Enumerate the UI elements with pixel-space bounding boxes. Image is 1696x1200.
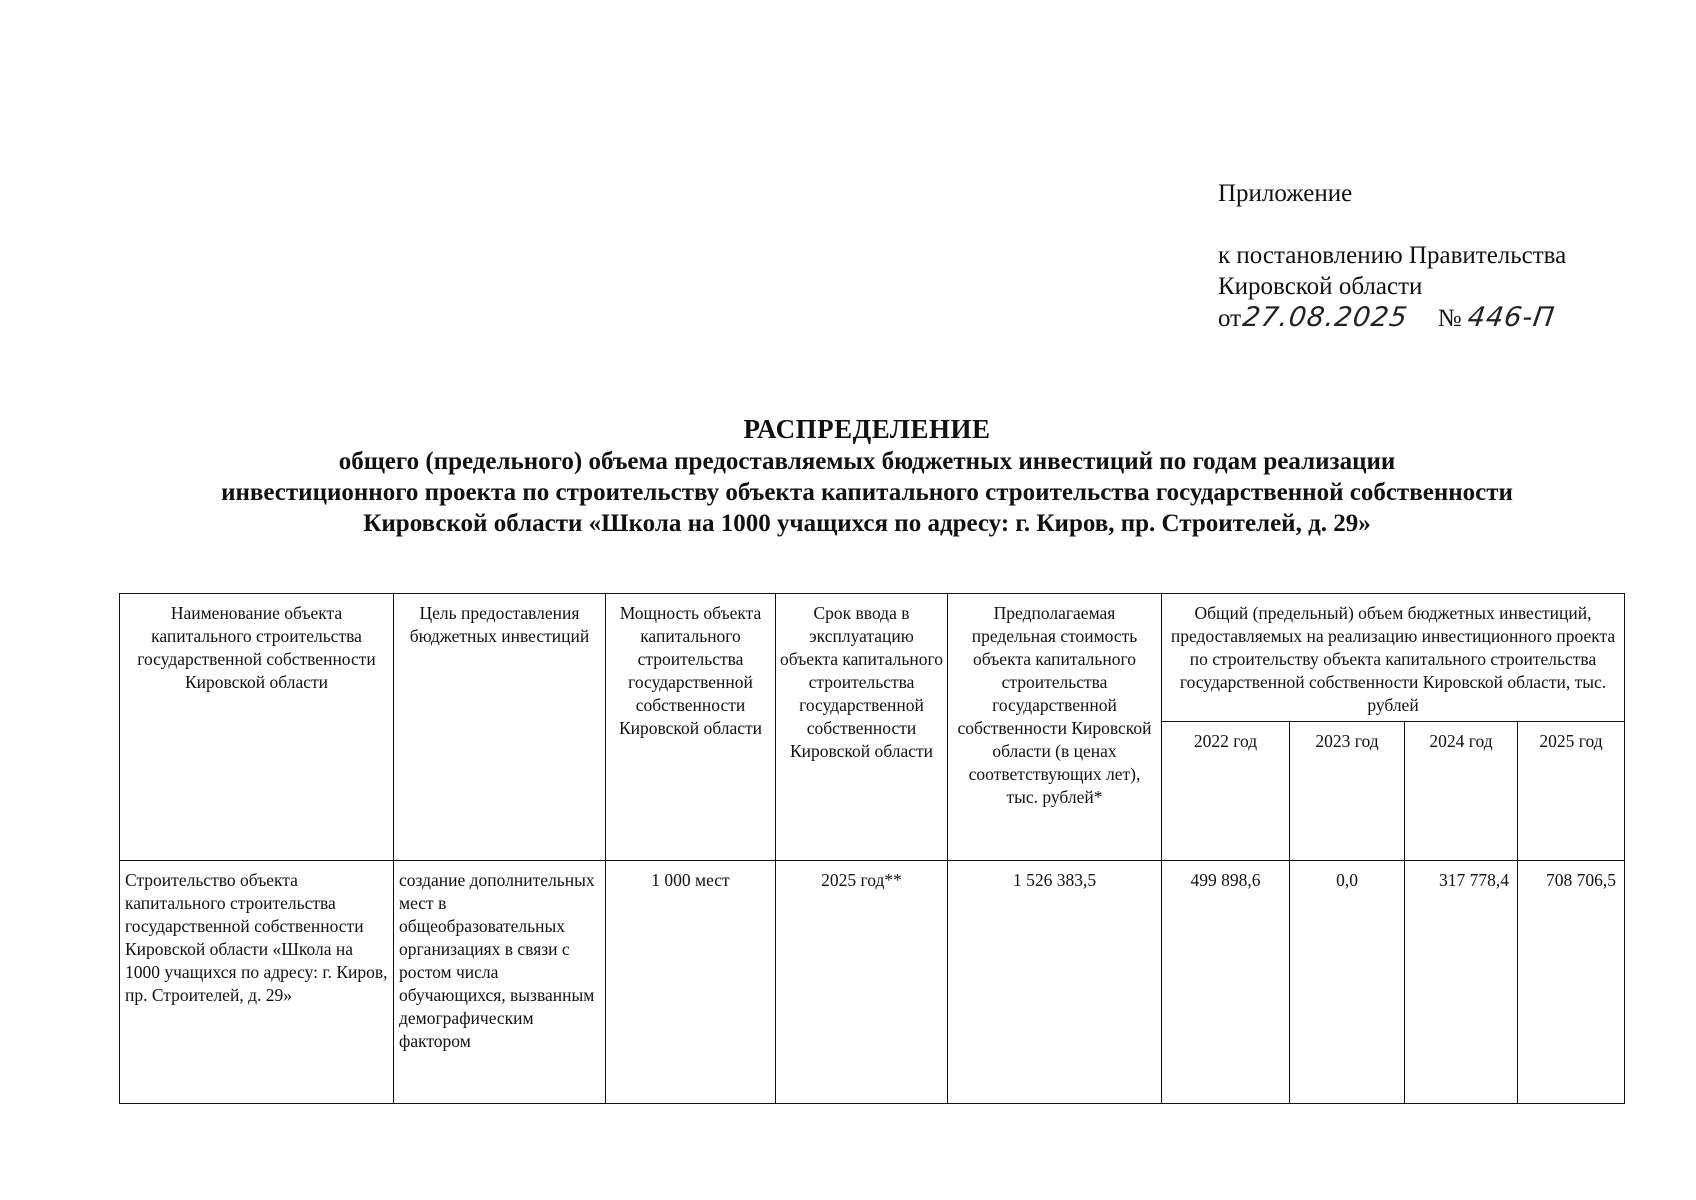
date-prefix: от	[1218, 305, 1242, 332]
header-year-2025: 2025 год	[1518, 722, 1625, 861]
cell-2023: 0,0	[1290, 861, 1405, 1104]
appendix-line-2: Кировской области	[1218, 273, 1423, 300]
document-subtitle-line-2: инвестиционного проекта по строительству объекта капитального строительства государственной собственности	[221, 479, 1513, 506]
cell-goal: создание дополнительных мест в общеобразовательных организациях в связи с ростом числа обучающихся, вызванным демографическим фактором	[394, 861, 606, 1104]
cell-commissioning: 2025 год**	[776, 861, 948, 1104]
header-total-volume: Общий (предельный) объем бюджетных инвестиций, предоставляемых на реализацию инвестиционного проекта по строительству объекта капитального строительства государственной собственности Кировской области, тыс. рублей	[1162, 594, 1625, 722]
cell-2025: 708 706,5	[1518, 861, 1625, 1104]
header-year-2024: 2024 год	[1405, 722, 1518, 861]
appendix-header	[1218, 178, 1566, 334]
document-subtitle-line-1: общего (предельного) объема предоставляемых бюджетных инвестиций по годам реализации	[338, 448, 1396, 475]
header-year-2023: 2023 год	[1290, 722, 1405, 861]
investment-table	[119, 593, 1625, 1104]
cell-2024: 317 778,4	[1405, 861, 1518, 1104]
header-commissioning: Срок ввода в эксплуатацию объекта капитального строительства государственной собственности Кировской области	[776, 594, 948, 861]
header-capacity: Мощность объекта капитального строительства государственной собственности Кировской области	[606, 594, 776, 861]
table-row	[120, 861, 1625, 1104]
number-prefix: №	[1437, 305, 1462, 332]
handwritten-number: 446-П	[1465, 302, 1557, 333]
cell-capacity: 1 000 мест	[606, 861, 776, 1104]
document-subtitle-line-3: Кировской области «Школа на 1000 учащихся по адресу: г. Киров, пр. Строителей, д. 29»	[363, 510, 1371, 537]
cell-estimated-cost: 1 526 383,5	[948, 861, 1162, 1104]
cell-object-name: Строительство объекта капитального строительства государственной собственности Кировской области «Школа на 1000 учащихся по адресу: г. Киров, пр. Строителей, д. 29»	[120, 861, 394, 1104]
appendix-date-row	[1218, 302, 1566, 334]
header-estimated-cost: Предполагаемая предельная стоимость объекта капитального строительства государственной собственности Кировской области (в ценах соответствующих лет), тыс. рублей*	[948, 594, 1162, 861]
header-goal: Цель предоставления бюджетных инвестиций	[394, 594, 606, 861]
cell-2022: 499 898,6	[1162, 861, 1290, 1104]
handwritten-date: 27.08.2025	[1240, 302, 1410, 333]
header-year-2022: 2022 год	[1162, 722, 1290, 861]
document-title: РАСПРЕДЕЛЕНИЕ	[743, 414, 991, 444]
appendix-line-1: к постановлению Правительства	[1218, 242, 1567, 269]
appendix-title: Приложение	[1218, 180, 1353, 207]
document-title-block	[0, 413, 1696, 539]
header-object-name: Наименование объекта капитального строительства государственной собственности Кировской области	[120, 594, 394, 861]
